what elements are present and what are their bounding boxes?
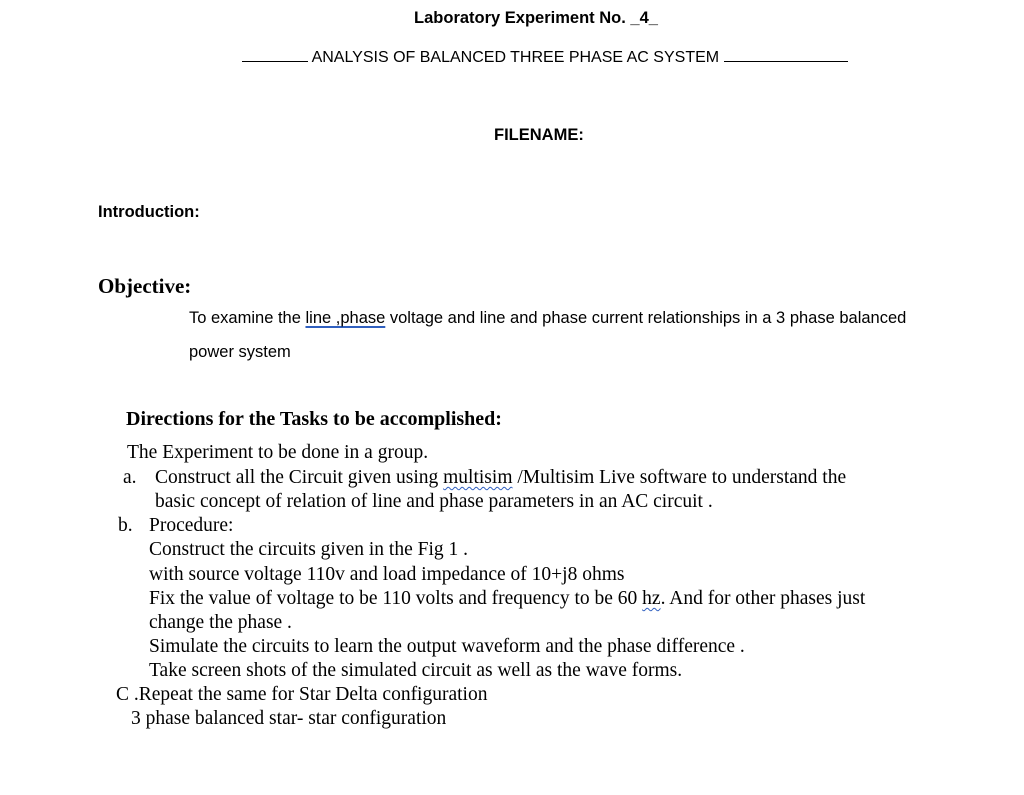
procedure-step-3-suffix: . And for other phases just (660, 588, 866, 609)
experiment-title (242, 47, 848, 67)
objective-underlined-text: line ,phase (305, 309, 386, 327)
item-a-marker: a. (123, 467, 137, 488)
hz-spellcheck-word: hz (642, 588, 661, 609)
filename-label: FILENAME: (494, 126, 584, 144)
item-c-line-1: C .Repeat the same for Star Delta configuration (116, 684, 488, 705)
objective-line1-suffix: voltage and line and phase current relationships in a 3 phase balanced (385, 309, 907, 327)
item-a-line1-suffix: /Multisim Live software to understand the (512, 467, 847, 488)
procedure-step-3-prefix: Fix the value of voltage to be 110 volts and frequency to be 60 (149, 588, 643, 609)
procedure-step-1: Construct the circuits given in the Fig 1 . (149, 539, 468, 560)
objective-line1-prefix: To examine the (189, 309, 306, 327)
lab-title: Laboratory Experiment No. _4_ (414, 9, 658, 27)
experiment-title-text: ANALYSIS OF BALANCED THREE PHASE AC SYSTEM (311, 49, 720, 66)
directions-heading: Directions for the Tasks to be accomplished: (126, 408, 502, 430)
objective-heading: Objective: (98, 274, 192, 298)
procedure-step-4: Simulate the circuits to learn the output waveform and the phase difference . (149, 636, 745, 657)
procedure-step-3-continued: change the phase . (149, 612, 292, 633)
objective-text-line-2: power system (189, 343, 291, 361)
item-a-line-1 (155, 467, 846, 489)
procedure-step-2: with source voltage 110v and load impedance of 10+j8 ohms (149, 564, 625, 585)
multisim-spellcheck-word: multisim (443, 467, 513, 488)
item-a-line-2: basic concept of relation of line and phase parameters in an AC circuit . (155, 491, 713, 512)
title-right-rule (724, 47, 848, 62)
item-b-marker: b. (118, 515, 133, 536)
procedure-step-3 (149, 588, 865, 610)
procedure-label: Procedure: (149, 515, 234, 536)
group-instruction: The Experiment to be done in a group. (127, 442, 429, 463)
procedure-step-5: Take screen shots of the simulated circuit as well as the wave forms. (149, 660, 683, 681)
introduction-heading: Introduction: (98, 203, 200, 221)
item-c-line-2: 3 phase balanced star- star configuration (131, 708, 447, 729)
title-left-rule (242, 47, 308, 62)
objective-text-line-1 (189, 309, 906, 328)
item-a-line1-prefix: Construct all the Circuit given using (155, 467, 444, 488)
